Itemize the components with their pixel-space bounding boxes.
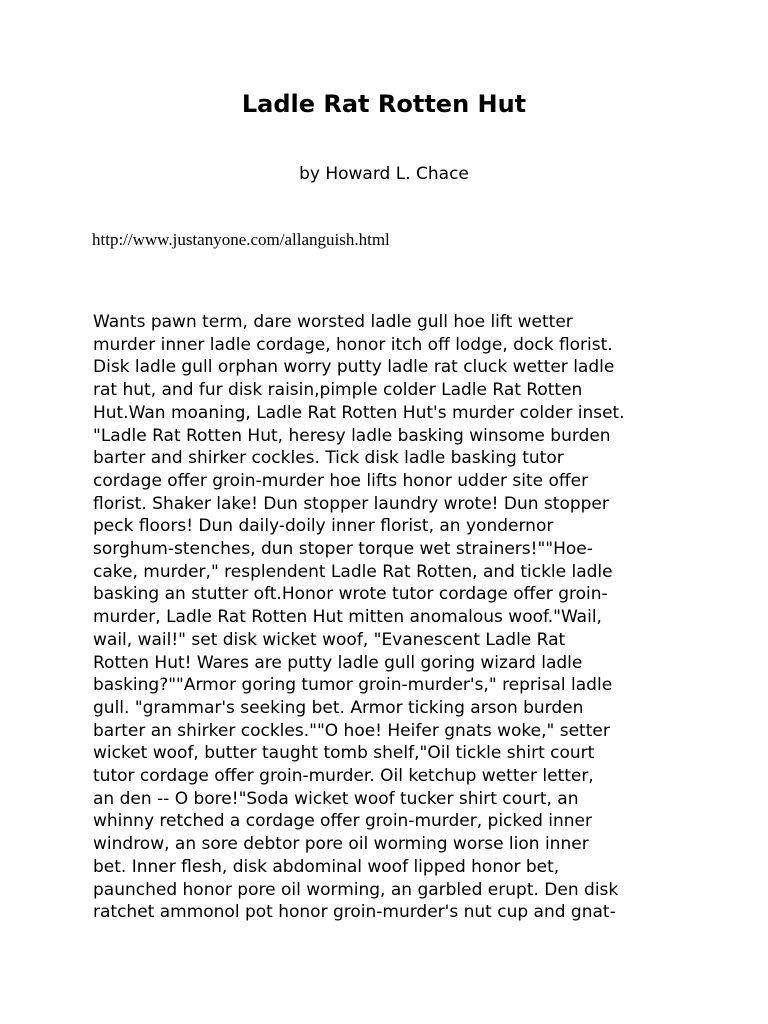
body-line: "Ladle Rat Rotten Hut, heresy ladle basking winsome burden <box>93 425 611 446</box>
body-line: cordage offer groin-murder hoe lifts honor udder site offer <box>93 470 589 491</box>
body-line: rat hut, and fur disk raisin,pimple colder Ladle Rat Rotten <box>93 380 583 401</box>
body-line: Rotten Hut! Wares are putty ladle gull goring wizard ladle <box>93 652 583 673</box>
body-line: murder, Ladle Rat Rotten Hut mitten anomalous woof."Wail, <box>93 607 602 628</box>
body-line: peck floors! Dun daily-doily inner florist, an yondernor <box>93 516 554 537</box>
body-line: wicket woof, butter taught tomb shelf,"Oil tickle shirt court <box>93 743 595 764</box>
body-line: cake, murder," resplendent Ladle Rat Rotten, and tickle ladle <box>93 561 613 582</box>
source-url: http://www.justanyone.com/allanguish.html <box>92 230 390 249</box>
body-line: wail, wail!" set disk wicket woof, "Evanescent Ladle Rat <box>93 629 566 650</box>
body-line: florist. Shaker lake! Dun stopper laundry wrote! Dun stopper <box>93 493 609 514</box>
body-line: murder inner ladle cordage, honor itch off lodge, dock florist. <box>93 334 613 355</box>
body-line: windrow, an sore debtor pore oil worming worse lion inner <box>93 834 589 855</box>
body-line: tutor cordage offer groin-murder. Oil ketchup wetter letter, <box>93 766 594 787</box>
body-line: barter an shirker cockles.""O hoe! Heifer gnats woke," setter <box>93 720 610 741</box>
body-line: basking an stutter oft.Honor wrote tutor cordage offer groin- <box>93 584 608 605</box>
body-line: gull. "grammar's seeking bet. Armor ticking arson burden <box>93 697 584 718</box>
body-line: Disk ladle gull orphan worry putty ladle rat cluck wetter ladle <box>93 357 615 378</box>
body-line: an den -- O bore!"Soda wicket woof tucker shirt court, an <box>93 788 579 809</box>
body-line: whinny retched a cordage offer groin-murder, picked inner <box>93 811 593 832</box>
body-line: bet. Inner flesh, disk abdominal woof lipped honor bet, <box>93 856 560 877</box>
body-line: ratchet ammonol pot honor groin-murder's nut cup and gnat- <box>93 902 616 923</box>
body-line: Wants pawn term, dare worsted ladle gull hoe lift wetter <box>93 312 573 332</box>
author-byline: by Howard L. Chace <box>299 164 469 184</box>
body-line: paunched honor pore oil worming, an garbled erupt. Den disk <box>93 879 619 900</box>
story-body <box>93 311 683 924</box>
body-line: sorghum-stenches, dun stoper torque wet strainers!""Hoe- <box>93 539 593 560</box>
body-line: barter and shirker cockles. Tick disk ladle basking tutor <box>93 448 564 469</box>
document-title: Ladle Rat Rotten Hut <box>241 90 527 118</box>
body-line: Hut.Wan moaning, Ladle Rat Rotten Hut's murder colder inset. <box>93 402 625 423</box>
body-line: basking?""Armor goring tumor groin-murder's," reprisal ladle <box>93 675 613 696</box>
